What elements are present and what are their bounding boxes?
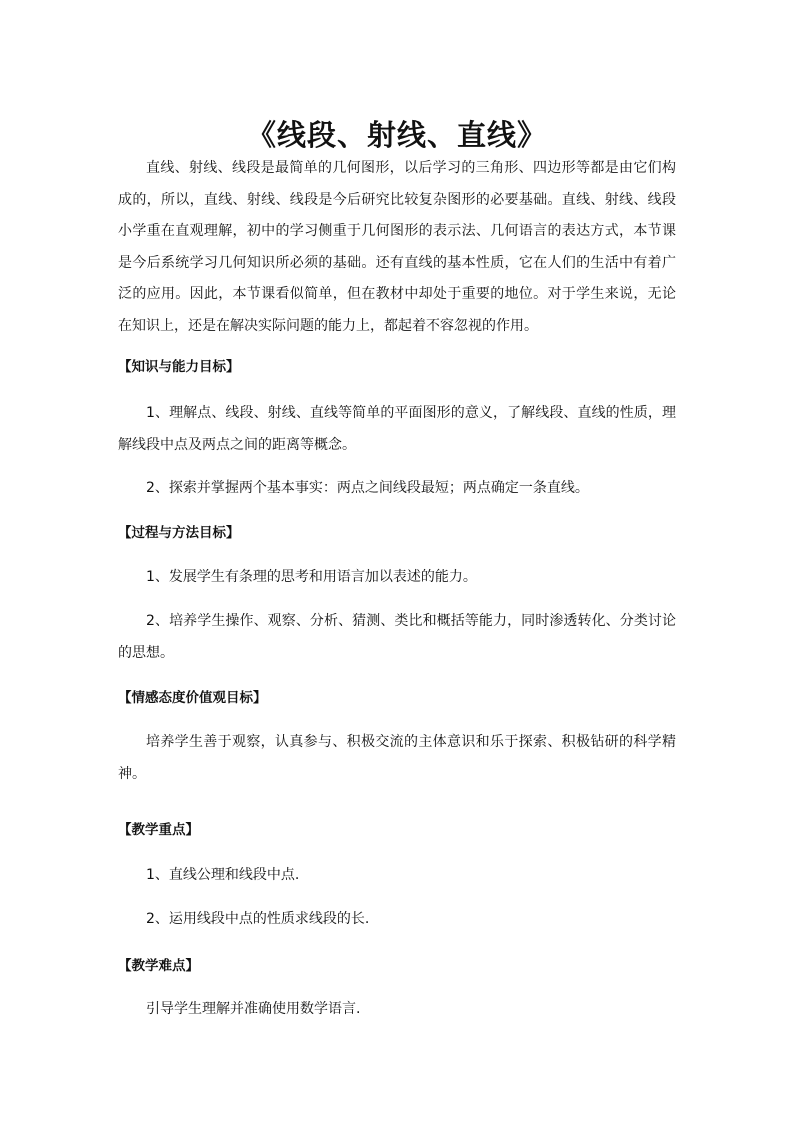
knowledge-item-2: 2、探索并掌握两个基本事实：两点之间线段最短；两点确定一条直线。 <box>146 480 589 496</box>
section-heading-difficulties: 【教学难点】 <box>118 958 199 974</box>
difficulty-item-1: 引导学生理解并准确使用数学语言. <box>146 1001 361 1017</box>
process-item-2: 2、培养学生操作、观察、分析、猜测、类比和概括等能力，同时渗透转化、分类讨论的思想。 <box>118 613 676 661</box>
intro-paragraph: 直线、射线、线段是最简单的几何图形，以后学习的三角形、四边形等都是由它们构成的，所以，直线、射线、线段是今后研究比较复杂图形的必要基础。直线、射线、线段小学重在直观理解，初中的学习侧重于几何图形的表示法、几何语言的表达方式，本节课是今后系统学习几何知识所必须的基础。还有直线的基本性质，它在人们的生活中有着广泛的应用。因此，本节课看似简单，但在教材中却处于重要的地位。对于学生来说，无论在知识上，还是在解决实际问题的能力上，都起着不容忽视的作用。 <box>118 160 676 334</box>
knowledge-item-1: 1、理解点、线段、射线、直线等简单的平面图形的意义，了解线段、直线的性质，理解线段中点及两点之间的距离等概念。 <box>118 405 676 453</box>
key-point-item-1: 1、直线公理和线段中点. <box>146 867 300 883</box>
section-heading-knowledge: 【知识与能力目标】 <box>118 359 240 375</box>
process-item-1: 1、发展学生有条理的思考和用语言加以表述的能力。 <box>146 569 477 585</box>
key-point-item-2: 2、运用线段中点的性质求线段的长. <box>146 911 370 927</box>
section-heading-attitude: 【情感态度价值观目标】 <box>118 690 267 706</box>
attitude-item-1: 培养学生善于观察，认真参与、积极交流的主体意识和乐于探索、积极钻研的科学精神。 <box>118 734 676 782</box>
section-heading-key-points: 【教学重点】 <box>118 822 199 838</box>
section-heading-process: 【过程与方法目标】 <box>118 525 240 541</box>
document-title: 《线段、射线、直线》 <box>246 118 547 153</box>
